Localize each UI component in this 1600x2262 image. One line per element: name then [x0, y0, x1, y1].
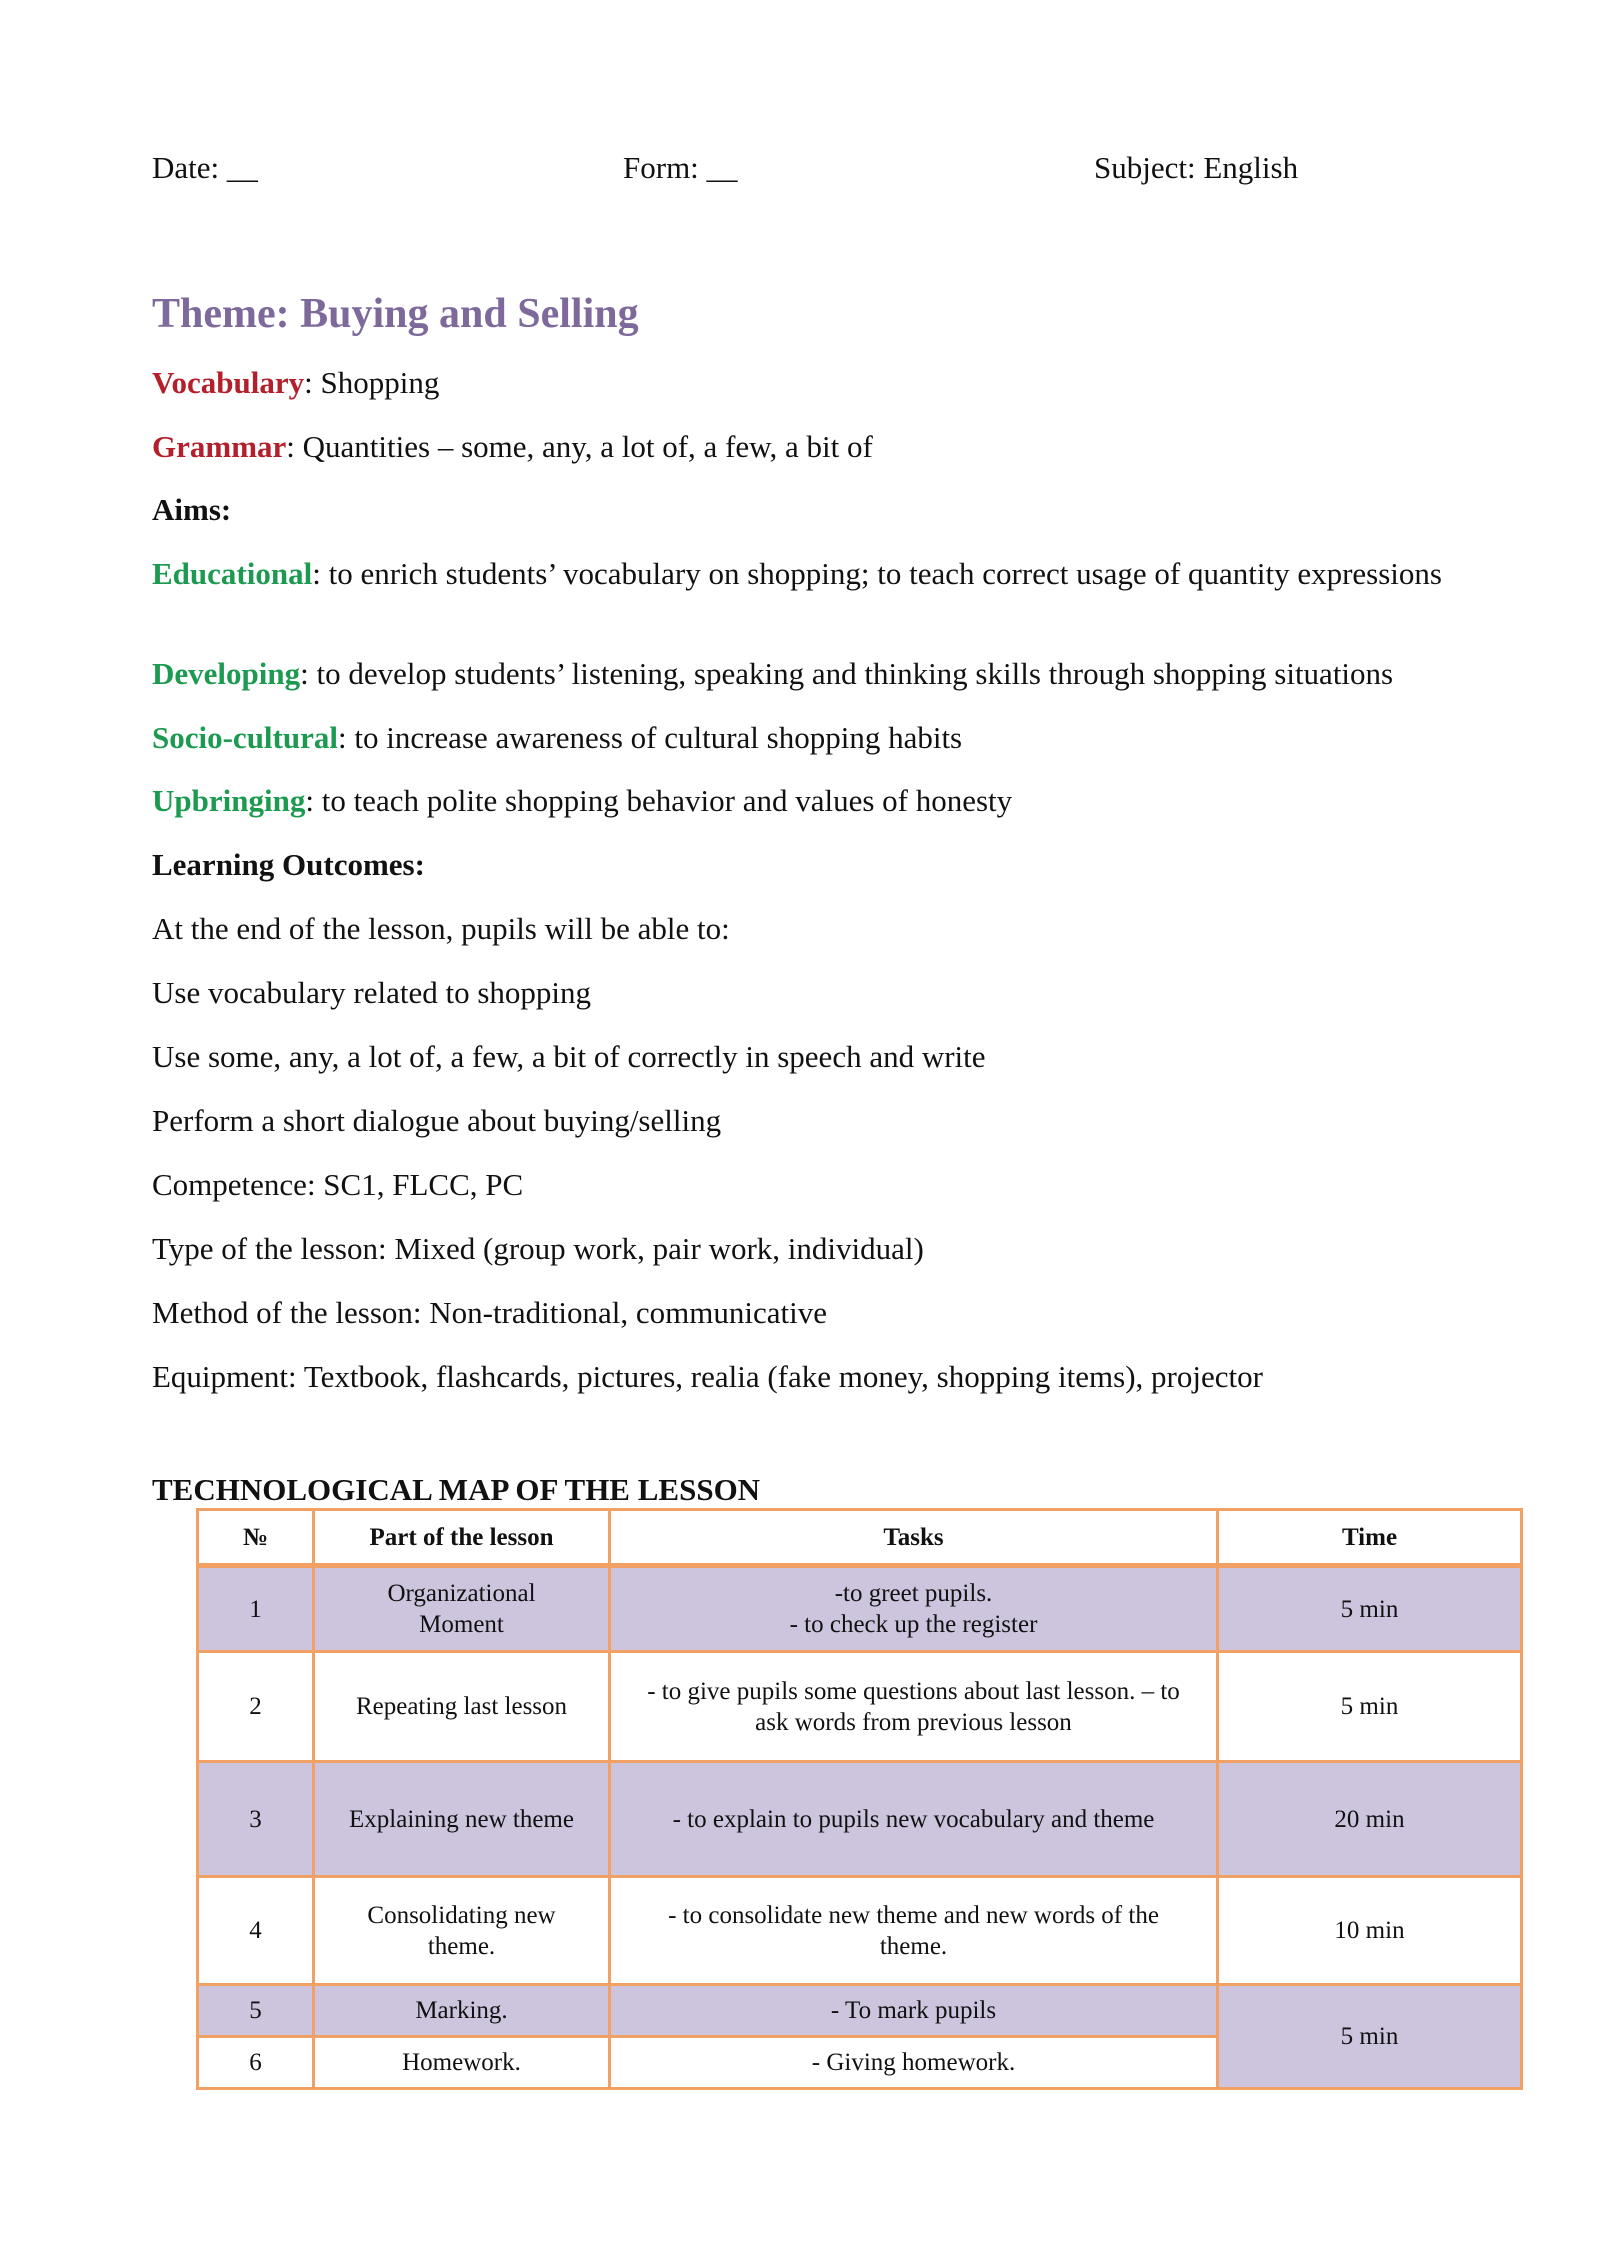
row-task-line: - to explain to pupils new vocabulary and theme — [672, 1805, 1155, 1833]
learning-outcomes-heading: Learning Outcomes: — [152, 847, 425, 882]
row-time: 20 min — [1218, 1762, 1522, 1877]
row-tasks — [610, 1566, 1218, 1652]
row-task-line: ask words from previous lesson — [755, 1708, 1072, 1736]
row-tasks — [610, 1762, 1218, 1877]
row-part — [314, 1985, 610, 2037]
aim-socio-cultural — [152, 719, 962, 757]
aim-upbringing-text: : to teach polite shopping behavior and values of honesty — [305, 783, 1013, 818]
row-part-line: Repeating last lesson — [355, 1693, 568, 1720]
vocabulary-line — [152, 364, 439, 402]
aim-educational-label: Educational — [152, 556, 313, 591]
aim-developing — [152, 655, 1393, 693]
outcome-item: Use vocabulary related to shopping — [152, 975, 592, 1010]
vocabulary-text: : Shopping — [304, 365, 440, 400]
row-time: 5 min — [1218, 1652, 1522, 1762]
row-part-line: Explaining new theme — [349, 1805, 574, 1833]
table-header-row — [198, 1510, 1522, 1566]
row-number: 3 — [198, 1762, 314, 1877]
row-number: 4 — [198, 1877, 314, 1985]
grammar-text: : Quantities – some, any, a lot of, a few, a bit of — [286, 429, 873, 464]
lesson-type-line: Type of the lesson: Mixed (group work, pair work, individual) — [152, 1231, 924, 1266]
table-row — [198, 1652, 1522, 1762]
outcome-item: At the end of the lesson, pupils will be able to: — [152, 911, 730, 946]
row-number: 2 — [198, 1652, 314, 1762]
row-part — [314, 1652, 610, 1762]
row-part — [314, 1566, 610, 1652]
header-number: № — [198, 1510, 314, 1566]
aim-developing-label: Developing — [152, 656, 301, 691]
aim-socio-cultural-text: : to increase awareness of cultural shopping habits — [338, 720, 963, 755]
aim-educational — [152, 555, 1472, 593]
row-time: 5 min — [1218, 1985, 1522, 2089]
aim-socio-cultural-label: Socio-cultural — [152, 720, 338, 755]
vocabulary-label: Vocabulary — [152, 365, 305, 400]
aim-educational-text: : to enrich students’ vocabulary on shopping; to teach correct usage of quantity expressions — [312, 556, 1442, 591]
outcome-item: Use some, any, a lot of, a few, a bit of correctly in speech and write — [152, 1039, 986, 1074]
row-tasks — [610, 2037, 1218, 2089]
table-row — [198, 1877, 1522, 1985]
row-number: 5 — [198, 1985, 314, 2037]
table-row — [198, 1762, 1522, 1877]
row-task-line: - to give pupils some questions about last lesson. – to — [647, 1677, 1180, 1705]
technological-map-table — [196, 1508, 1523, 2090]
row-part — [314, 2037, 610, 2089]
row-tasks — [610, 1877, 1218, 1985]
row-task-line: - to consolidate new theme and new words of the — [668, 1901, 1159, 1929]
row-tasks — [610, 1985, 1218, 2037]
theme-title: Theme: Buying and Selling — [152, 291, 639, 337]
aim-upbringing — [152, 782, 1012, 820]
row-part-line: Moment — [419, 1611, 504, 1638]
row-number: 6 — [198, 2037, 314, 2089]
row-part — [314, 1762, 610, 1877]
row-tasks — [610, 1652, 1218, 1762]
aim-upbringing-label: Upbringing — [152, 783, 306, 818]
header-time: Time — [1218, 1510, 1522, 1566]
subject-field: Subject: English — [1094, 150, 1299, 185]
equipment-line: Equipment: Textbook, flashcards, pictures, realia (fake money, shopping items), projector — [152, 1359, 1263, 1394]
row-part-line: theme. — [427, 1932, 496, 1960]
header-tasks: Tasks — [610, 1510, 1218, 1566]
row-part-line: Organizational — [387, 1580, 536, 1607]
form-field: Form: __ — [623, 150, 738, 185]
map-title: TECHNOLOGICAL MAP OF THE LESSON — [152, 1472, 761, 1507]
aim-developing-text: : to develop students’ listening, speaking and thinking skills through shopping situations — [300, 656, 1394, 691]
grammar-label: Grammar — [152, 429, 287, 464]
row-part — [314, 1877, 610, 1985]
lesson-method-line: Method of the lesson: Non-traditional, communicative — [152, 1295, 827, 1330]
row-part-line: Consolidating new — [367, 1901, 556, 1929]
row-part-line: Homework. — [402, 2049, 521, 2076]
row-part-line: Marking. — [415, 1997, 508, 2024]
table-row — [198, 1985, 1522, 2037]
row-number: 1 — [198, 1566, 314, 1652]
row-task-line: - To mark pupils — [830, 1997, 997, 2024]
grammar-line — [152, 428, 873, 466]
row-task-line: - Giving homework. — [811, 2049, 1016, 2076]
outcome-item: Perform a short dialogue about buying/selling — [152, 1103, 722, 1138]
header-part: Part of the lesson — [314, 1510, 610, 1566]
row-time: 10 min — [1218, 1877, 1522, 1985]
row-time: 5 min — [1218, 1566, 1522, 1652]
row-task-line: theme. — [879, 1932, 948, 1960]
competence-line: Competence: SC1, FLCC, PC — [152, 1167, 524, 1202]
date-field: Date: __ — [152, 150, 258, 185]
row-task-line: - to check up the register — [789, 1611, 1038, 1638]
table-row — [198, 1566, 1522, 1652]
row-task-line: -to greet pupils. — [834, 1580, 993, 1607]
aims-heading: Aims: — [152, 492, 232, 527]
